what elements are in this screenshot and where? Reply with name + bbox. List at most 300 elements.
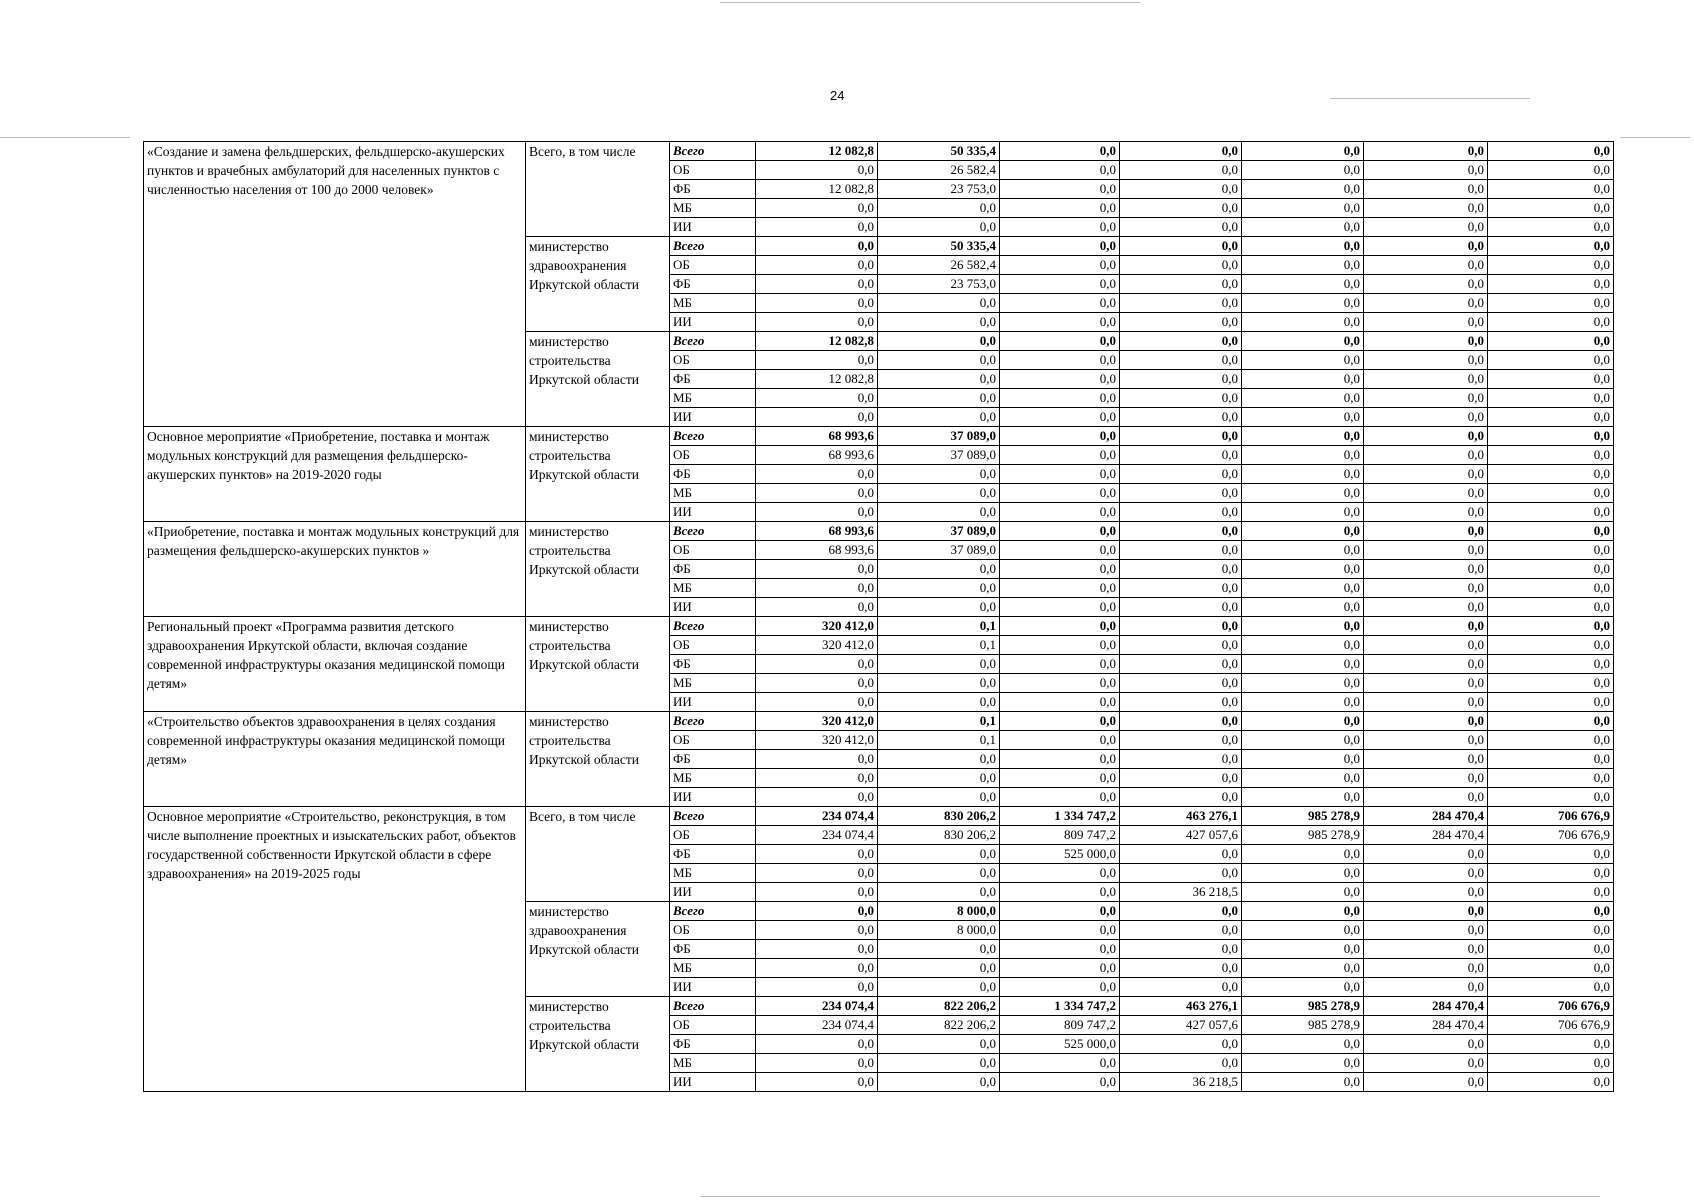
amount-cell: 0,0: [1242, 921, 1364, 940]
page-number: 24: [830, 88, 845, 103]
amount-cell: 0,0: [1242, 332, 1364, 351]
funding-source-cell: МБ: [670, 389, 756, 408]
measure-name-cell: Основное мероприятие «Приобретение, поставка и монтаж модульных конструкций для размещения фельдшерско-акушерских пунктов» на 2019-2020 годы: [144, 427, 526, 522]
funding-source-cell: ИИ: [670, 693, 756, 712]
amount-cell: 0,0: [1120, 902, 1242, 921]
amount-cell: 0,0: [1000, 788, 1120, 807]
amount-cell: 0,0: [1364, 389, 1488, 408]
amount-cell: 8 000,0: [878, 921, 1000, 940]
amount-cell: 320 412,0: [756, 731, 878, 750]
funding-source-cell: ФБ: [670, 845, 756, 864]
amount-cell: 0,0: [1242, 465, 1364, 484]
funding-source-cell: МБ: [670, 864, 756, 883]
amount-cell: 234 074,4: [756, 826, 878, 845]
amount-cell: 0,0: [1120, 522, 1242, 541]
amount-cell: 0,0: [1242, 427, 1364, 446]
amount-cell: 0,0: [1488, 256, 1614, 275]
amount-cell: 0,0: [1364, 750, 1488, 769]
amount-cell: 0,0: [1120, 180, 1242, 199]
amount-cell: 0,0: [756, 161, 878, 180]
amount-cell: 0,0: [1364, 313, 1488, 332]
amount-cell: 0,0: [1488, 218, 1614, 237]
amount-cell: 0,0: [756, 769, 878, 788]
amount-cell: 0,0: [1364, 883, 1488, 902]
amount-cell: 0,0: [756, 864, 878, 883]
amount-cell: 0,0: [1120, 351, 1242, 370]
amount-cell: 0,0: [756, 902, 878, 921]
amount-cell: 26 582,4: [878, 161, 1000, 180]
amount-cell: 0,0: [756, 218, 878, 237]
funding-source-cell: ИИ: [670, 408, 756, 427]
amount-cell: 0,0: [1000, 598, 1120, 617]
amount-cell: 0,0: [1000, 864, 1120, 883]
amount-cell: 0,0: [1488, 731, 1614, 750]
amount-cell: 0,0: [1364, 1035, 1488, 1054]
amount-cell: 0,0: [1000, 370, 1120, 389]
amount-cell: 463 276,1: [1120, 807, 1242, 826]
amount-cell: 0,0: [1242, 408, 1364, 427]
funding-source-cell: МБ: [670, 579, 756, 598]
amount-cell: 0,0: [756, 294, 878, 313]
amount-cell: 0,0: [1000, 161, 1120, 180]
amount-cell: 0,0: [1364, 541, 1488, 560]
measure-name-cell: «Создание и замена фельдшерских, фельдшерско-акушерских пунктов и врачебных амбулаторий для населенных пунктов с численностью населения от 100 до 2000 человек»: [144, 142, 526, 427]
amount-cell: 0,0: [1364, 617, 1488, 636]
table-row-total: [144, 712, 1614, 731]
amount-cell: 0,0: [1488, 921, 1614, 940]
funding-source-cell: ФБ: [670, 465, 756, 484]
table-row-total: [144, 522, 1614, 541]
table-row-total: [144, 617, 1614, 636]
amount-cell: 0,0: [1364, 731, 1488, 750]
amount-cell: 0,0: [1364, 522, 1488, 541]
amount-cell: 0,0: [1120, 408, 1242, 427]
amount-cell: 0,0: [878, 845, 1000, 864]
amount-cell: 0,0: [1364, 864, 1488, 883]
amount-cell: 0,0: [1120, 845, 1242, 864]
amount-cell: 0,0: [878, 218, 1000, 237]
amount-cell: 0,0: [1000, 1073, 1120, 1092]
executor-cell: Всего, в том числе: [526, 142, 670, 237]
amount-cell: 50 335,4: [878, 142, 1000, 161]
amount-cell: 985 278,9: [1242, 826, 1364, 845]
amount-cell: 12 082,8: [756, 180, 878, 199]
amount-cell: 0,0: [1242, 370, 1364, 389]
amount-cell: 0,0: [1120, 237, 1242, 256]
amount-cell: 0,0: [1364, 180, 1488, 199]
amount-cell: 0,0: [878, 313, 1000, 332]
amount-cell: 0,0: [1120, 750, 1242, 769]
amount-cell: 0,0: [1000, 655, 1120, 674]
amount-cell: 0,0: [1242, 712, 1364, 731]
amount-cell: 0,0: [878, 408, 1000, 427]
amount-cell: 0,0: [1242, 636, 1364, 655]
amount-cell: 0,0: [1000, 313, 1120, 332]
funding-source-cell: ОБ: [670, 1016, 756, 1035]
measure-name-cell: «Строительство объектов здравоохранения в целях создания современной инфраструктуры оказания медицинской помощи детям»: [144, 712, 526, 807]
amount-cell: 0,0: [1242, 959, 1364, 978]
amount-cell: 0,0: [1488, 313, 1614, 332]
amount-cell: 985 278,9: [1242, 997, 1364, 1016]
amount-cell: 0,0: [878, 332, 1000, 351]
amount-cell: 0,0: [1488, 579, 1614, 598]
funding-source-cell: ФБ: [670, 275, 756, 294]
amount-cell: 0,0: [1242, 560, 1364, 579]
amount-cell: 0,0: [756, 978, 878, 997]
amount-cell: 0,0: [756, 883, 878, 902]
amount-cell: 0,0: [1488, 845, 1614, 864]
amount-cell: 0,0: [1000, 427, 1120, 446]
amount-cell: 525 000,0: [1000, 1035, 1120, 1054]
amount-cell: 0,0: [878, 769, 1000, 788]
amount-cell: 0,0: [756, 674, 878, 693]
funding-source-cell: ОБ: [670, 446, 756, 465]
amount-cell: 0,0: [878, 484, 1000, 503]
amount-cell: 0,0: [878, 351, 1000, 370]
amount-cell: 0,0: [1488, 750, 1614, 769]
amount-cell: 0,0: [1242, 503, 1364, 522]
amount-cell: 0,0: [1120, 940, 1242, 959]
funding-source-cell: ФБ: [670, 370, 756, 389]
amount-cell: 0,0: [756, 408, 878, 427]
amount-cell: 0,0: [1364, 674, 1488, 693]
amount-cell: 320 412,0: [756, 617, 878, 636]
amount-cell: 0,0: [1364, 902, 1488, 921]
amount-cell: 0,0: [756, 1073, 878, 1092]
amount-cell: 0,0: [1120, 598, 1242, 617]
amount-cell: 0,0: [756, 560, 878, 579]
executor-cell: министерство строительства Иркутской области: [526, 427, 670, 522]
funding-source-cell: ФБ: [670, 180, 756, 199]
amount-cell: 68 993,6: [756, 446, 878, 465]
amount-cell: 0,0: [1242, 731, 1364, 750]
funding-source-cell: ИИ: [670, 883, 756, 902]
amount-cell: 1 334 747,2: [1000, 997, 1120, 1016]
amount-cell: 0,0: [1488, 332, 1614, 351]
amount-cell: 0,0: [1364, 256, 1488, 275]
amount-cell: 0,0: [756, 921, 878, 940]
amount-cell: 50 335,4: [878, 237, 1000, 256]
amount-cell: 0,0: [756, 199, 878, 218]
amount-cell: 463 276,1: [1120, 997, 1242, 1016]
amount-cell: 0,0: [1488, 161, 1614, 180]
amount-cell: 0,0: [878, 294, 1000, 313]
amount-cell: 0,0: [756, 579, 878, 598]
amount-cell: 23 753,0: [878, 275, 1000, 294]
budget-table: [143, 141, 1614, 1092]
amount-cell: 0,0: [1488, 351, 1614, 370]
executor-cell: министерство строительства Иркутской области: [526, 617, 670, 712]
amount-cell: 0,0: [1242, 199, 1364, 218]
amount-cell: 0,0: [1488, 560, 1614, 579]
amount-cell: 68 993,6: [756, 522, 878, 541]
amount-cell: 0,0: [1242, 389, 1364, 408]
executor-cell: министерство строительства Иркутской области: [526, 522, 670, 617]
amount-cell: 320 412,0: [756, 712, 878, 731]
amount-cell: 0,0: [1242, 655, 1364, 674]
funding-source-cell: ИИ: [670, 788, 756, 807]
amount-cell: 0,0: [878, 199, 1000, 218]
scan-line: [0, 137, 130, 138]
amount-cell: 0,0: [1000, 237, 1120, 256]
amount-cell: 0,0: [1000, 883, 1120, 902]
amount-cell: 0,0: [1000, 902, 1120, 921]
amount-cell: 0,0: [1000, 541, 1120, 560]
funding-source-cell: ФБ: [670, 940, 756, 959]
amount-cell: 0,0: [878, 693, 1000, 712]
amount-cell: 0,0: [1242, 313, 1364, 332]
amount-cell: 0,0: [1242, 237, 1364, 256]
amount-cell: 0,0: [878, 674, 1000, 693]
amount-cell: 0,0: [756, 845, 878, 864]
amount-cell: 0,0: [1120, 788, 1242, 807]
amount-cell: 0,0: [1242, 769, 1364, 788]
table-row-total: [144, 427, 1614, 446]
amount-cell: 0,0: [756, 750, 878, 769]
funding-source-cell: ИИ: [670, 598, 756, 617]
amount-cell: 0,0: [1364, 332, 1488, 351]
amount-cell: 0,0: [756, 598, 878, 617]
amount-cell: 0,0: [878, 940, 1000, 959]
funding-source-cell: Всего: [670, 237, 756, 256]
amount-cell: 0,0: [756, 655, 878, 674]
amount-cell: 0,0: [1364, 275, 1488, 294]
amount-cell: 0,0: [1364, 446, 1488, 465]
amount-cell: 37 089,0: [878, 541, 1000, 560]
amount-cell: 0,0: [1120, 218, 1242, 237]
amount-cell: 36 218,5: [1120, 883, 1242, 902]
measure-name-cell: Основное мероприятие «Строительство, реконструкция, в том числе выполнение проектных и изыскательских работ, объектов государственной собственности Иркутской области в сфере здравоохранения» на 2019-2025 годы: [144, 807, 526, 1092]
funding-source-cell: ОБ: [670, 921, 756, 940]
amount-cell: 822 206,2: [878, 997, 1000, 1016]
amount-cell: 0,0: [1364, 1073, 1488, 1092]
amount-cell: 0,0: [1364, 218, 1488, 237]
amount-cell: 0,0: [1120, 199, 1242, 218]
amount-cell: 809 747,2: [1000, 826, 1120, 845]
amount-cell: 0,0: [1000, 959, 1120, 978]
amount-cell: 0,0: [878, 959, 1000, 978]
amount-cell: 0,0: [1242, 351, 1364, 370]
amount-cell: 0,0: [1000, 978, 1120, 997]
amount-cell: 0,0: [1120, 560, 1242, 579]
amount-cell: 0,0: [756, 351, 878, 370]
amount-cell: 0,0: [1242, 1054, 1364, 1073]
amount-cell: 0,0: [1000, 199, 1120, 218]
funding-source-cell: ОБ: [670, 541, 756, 560]
amount-cell: 0,0: [1242, 617, 1364, 636]
amount-cell: 0,0: [1120, 674, 1242, 693]
amount-cell: 12 082,8: [756, 370, 878, 389]
amount-cell: 0,0: [1000, 180, 1120, 199]
amount-cell: 0,0: [878, 1054, 1000, 1073]
funding-source-cell: МБ: [670, 484, 756, 503]
amount-cell: 985 278,9: [1242, 1016, 1364, 1035]
amount-cell: 0,0: [1364, 1054, 1488, 1073]
funding-source-cell: ФБ: [670, 560, 756, 579]
amount-cell: 0,0: [1000, 731, 1120, 750]
amount-cell: 0,0: [1488, 617, 1614, 636]
amount-cell: 0,0: [1120, 256, 1242, 275]
amount-cell: 0,0: [878, 788, 1000, 807]
amount-cell: 0,0: [1000, 446, 1120, 465]
amount-cell: 0,0: [1120, 294, 1242, 313]
amount-cell: 0,0: [1488, 788, 1614, 807]
executor-cell: министерство строительства Иркутской области: [526, 712, 670, 807]
amount-cell: 0,0: [1242, 218, 1364, 237]
amount-cell: 0,0: [1488, 1073, 1614, 1092]
amount-cell: 0,0: [1000, 940, 1120, 959]
amount-cell: 0,0: [1242, 864, 1364, 883]
amount-cell: 0,0: [1120, 427, 1242, 446]
amount-cell: 0,0: [1488, 883, 1614, 902]
amount-cell: 0,0: [1000, 218, 1120, 237]
amount-cell: 0,0: [1120, 142, 1242, 161]
amount-cell: 37 089,0: [878, 522, 1000, 541]
amount-cell: 0,0: [756, 940, 878, 959]
amount-cell: 830 206,2: [878, 807, 1000, 826]
amount-cell: 0,0: [1000, 465, 1120, 484]
amount-cell: 0,0: [756, 503, 878, 522]
amount-cell: 0,0: [1242, 579, 1364, 598]
amount-cell: 0,0: [1488, 978, 1614, 997]
amount-cell: 0,0: [1120, 655, 1242, 674]
funding-source-cell: ФБ: [670, 750, 756, 769]
amount-cell: 0,0: [1488, 674, 1614, 693]
amount-cell: 0,0: [1000, 560, 1120, 579]
amount-cell: 0,0: [1488, 541, 1614, 560]
amount-cell: 0,0: [1000, 636, 1120, 655]
funding-source-cell: Всего: [670, 142, 756, 161]
measure-name-cell: Региональный проект «Программа развития детского здравоохранения Иркутской области, включая создание современной инфраструктуры оказания медицинской помощи детям»: [144, 617, 526, 712]
amount-cell: 0,0: [1120, 978, 1242, 997]
amount-cell: 0,0: [1120, 332, 1242, 351]
amount-cell: 0,0: [1488, 693, 1614, 712]
amount-cell: 0,0: [1242, 978, 1364, 997]
amount-cell: 0,0: [1120, 617, 1242, 636]
amount-cell: 0,1: [878, 636, 1000, 655]
amount-cell: 0,1: [878, 731, 1000, 750]
amount-cell: 0,1: [878, 712, 1000, 731]
amount-cell: 0,0: [1242, 484, 1364, 503]
amount-cell: 36 218,5: [1120, 1073, 1242, 1092]
amount-cell: 0,0: [1364, 427, 1488, 446]
funding-source-cell: МБ: [670, 674, 756, 693]
amount-cell: 0,0: [1120, 541, 1242, 560]
executor-cell: министерство строительства Иркутской области: [526, 332, 670, 427]
scan-line: [1330, 98, 1530, 99]
amount-cell: 0,0: [1364, 237, 1488, 256]
funding-source-cell: Всего: [670, 332, 756, 351]
amount-cell: 0,0: [756, 1054, 878, 1073]
amount-cell: 0,0: [756, 389, 878, 408]
funding-source-cell: Всего: [670, 617, 756, 636]
amount-cell: 706 676,9: [1488, 826, 1614, 845]
amount-cell: 0,0: [1120, 1035, 1242, 1054]
amount-cell: 0,0: [1242, 1073, 1364, 1092]
executor-cell: министерство здравоохранения Иркутской области: [526, 237, 670, 332]
amount-cell: 525 000,0: [1000, 845, 1120, 864]
amount-cell: 0,0: [1000, 275, 1120, 294]
amount-cell: 0,0: [1364, 788, 1488, 807]
amount-cell: 0,0: [1242, 902, 1364, 921]
amount-cell: 0,0: [1120, 959, 1242, 978]
amount-cell: 0,0: [1488, 655, 1614, 674]
amount-cell: 809 747,2: [1000, 1016, 1120, 1035]
amount-cell: 0,0: [1488, 940, 1614, 959]
amount-cell: 0,0: [1364, 693, 1488, 712]
amount-cell: 0,0: [1364, 655, 1488, 674]
amount-cell: 0,0: [1120, 484, 1242, 503]
funding-source-cell: Всего: [670, 997, 756, 1016]
funding-source-cell: МБ: [670, 294, 756, 313]
executor-cell: министерство здравоохранения Иркутской области: [526, 902, 670, 997]
amount-cell: 0,0: [1000, 522, 1120, 541]
amount-cell: 0,0: [878, 389, 1000, 408]
amount-cell: 0,0: [1120, 864, 1242, 883]
amount-cell: 0,0: [1488, 275, 1614, 294]
amount-cell: 0,0: [1120, 313, 1242, 332]
funding-source-cell: ИИ: [670, 978, 756, 997]
amount-cell: 0,0: [1364, 161, 1488, 180]
amount-cell: 0,0: [1242, 845, 1364, 864]
table-row-total: [144, 807, 1614, 826]
amount-cell: 0,0: [1488, 1035, 1614, 1054]
funding-source-cell: ИИ: [670, 503, 756, 522]
amount-cell: 0,0: [1364, 503, 1488, 522]
amount-cell: 0,0: [1364, 921, 1488, 940]
executor-cell: министерство строительства Иркутской области: [526, 997, 670, 1092]
amount-cell: 0,0: [1364, 370, 1488, 389]
amount-cell: 0,0: [1000, 1054, 1120, 1073]
amount-cell: 0,0: [1000, 294, 1120, 313]
funding-source-cell: МБ: [670, 769, 756, 788]
amount-cell: 284 470,4: [1364, 1016, 1488, 1035]
amount-cell: 0,0: [1120, 1054, 1242, 1073]
amount-cell: 0,0: [1364, 940, 1488, 959]
amount-cell: 0,0: [1488, 427, 1614, 446]
amount-cell: 0,0: [1242, 674, 1364, 693]
amount-cell: 0,0: [1000, 503, 1120, 522]
amount-cell: 0,0: [1000, 351, 1120, 370]
amount-cell: 0,0: [1120, 693, 1242, 712]
amount-cell: 822 206,2: [878, 1016, 1000, 1035]
amount-cell: 234 074,4: [756, 807, 878, 826]
amount-cell: 0,0: [878, 598, 1000, 617]
amount-cell: 0,0: [1364, 598, 1488, 617]
amount-cell: 0,0: [1488, 902, 1614, 921]
amount-cell: 427 057,6: [1120, 1016, 1242, 1035]
amount-cell: 0,0: [1488, 522, 1614, 541]
amount-cell: 0,0: [1000, 769, 1120, 788]
amount-cell: 0,0: [1488, 180, 1614, 199]
amount-cell: 0,0: [1364, 959, 1488, 978]
amount-cell: 0,0: [756, 1035, 878, 1054]
amount-cell: 8 000,0: [878, 902, 1000, 921]
funding-source-cell: ИИ: [670, 1073, 756, 1092]
amount-cell: 0,0: [1488, 389, 1614, 408]
amount-cell: 0,0: [1120, 465, 1242, 484]
amount-cell: 706 676,9: [1488, 807, 1614, 826]
amount-cell: 0,0: [1000, 712, 1120, 731]
executor-cell: Всего, в том числе: [526, 807, 670, 902]
amount-cell: 0,0: [1242, 446, 1364, 465]
amount-cell: 26 582,4: [878, 256, 1000, 275]
amount-cell: 0,0: [756, 275, 878, 294]
amount-cell: 0,0: [1364, 845, 1488, 864]
amount-cell: 0,0: [878, 1035, 1000, 1054]
amount-cell: 0,0: [1000, 142, 1120, 161]
amount-cell: 68 993,6: [756, 541, 878, 560]
